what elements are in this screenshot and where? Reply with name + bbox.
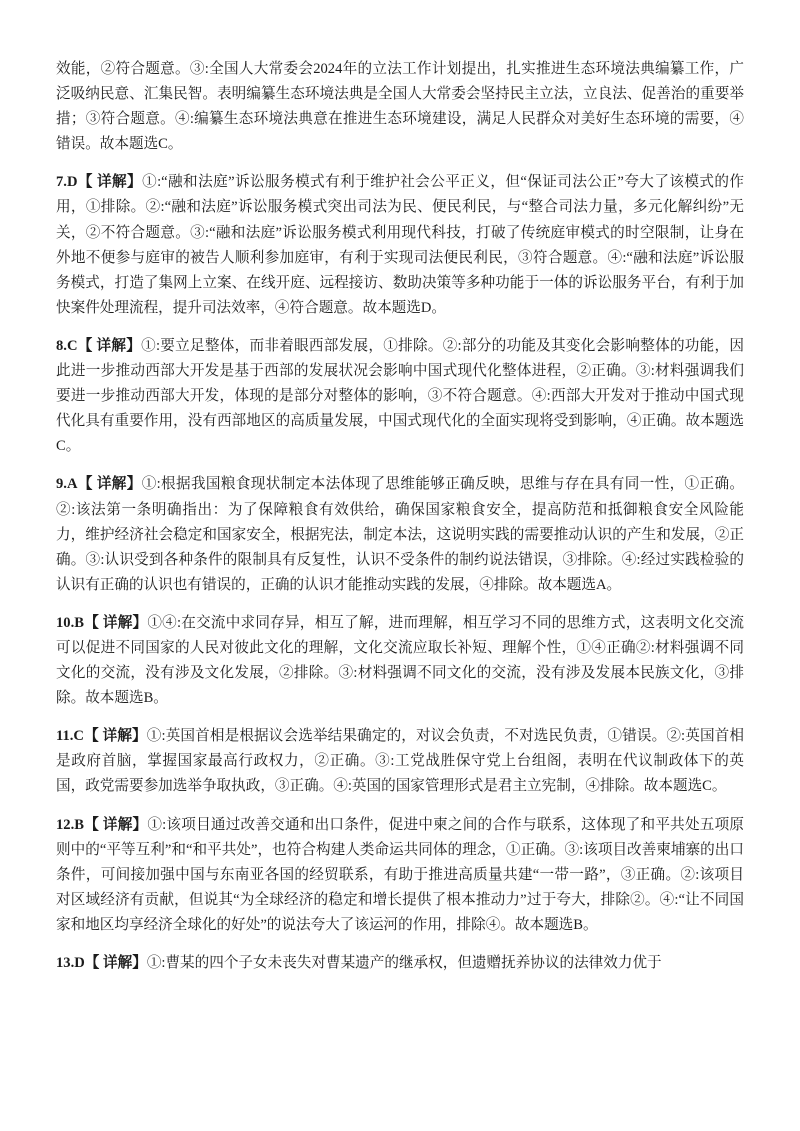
answer-paragraph-13 bbox=[56, 951, 744, 976]
answer-text: 效能，②符合题意。③:全国人大常委会2024年的立法工作计划提出，扎实推进生态环境法典编纂工作，广泛吸纳民意、汇集民智。表明编纂生态环境法典是全国人大常委会坚持民主立法，立良法、促善治的重要举措；③符合题意。④:编纂生态环境法典意在推进生态环境建设，满足人民群众对美好生态环境的需要，④错误。故本题选C。 bbox=[56, 61, 744, 153]
answer-text: ①:该项目通过改善交通和出口条件，促进中柬之间的合作与联系，这体现了和平共处五项原则中的“平等互利”和“和平共处”，也符合构建人类命运共同体的理念，①正确。③:该项目改善柬埔寨的出口条件，可间接加强中国与东南亚各国的经贸联系，有助于推进高质量共建“一带一路”，③正确。②:该项目对区域经济有贡献，但说其“为全球经济的稳定和增长提供了根本推动力”过于夸大，排除②。④:“让不同国家和地区均享经济全球化的好处”的说法夸大了该运河的作用，排除④。故本题选B。 bbox=[56, 816, 745, 933]
answer-text: ①:英国首相是根据议会选举结果确定的，对议会负责，不对选民负责，①错误。②:英国首相是政府首脑，掌握国家最高行政权力，②正确。③:工党战胜保守党上台组阁，表明在代议制政体下的英国，政党需要参加选举争取执政，③正确。④:英国的国家管理形式是君主立宪制，④排除。故本题选C。 bbox=[56, 728, 745, 795]
answer-text: ①④:在交流中求同存异，相互了解，进而理解，相互学习不同的思维方式，这表明文化交流可以促进不同国家的人民对彼此文化的理解，文化交流应取长补短、理解个性，①④正确②:材料强调不同文化的交流，没有涉及文化发展，②排除。③:材料强调不同文化的交流，没有涉及发展本民族文化，③排除。故本题选B。 bbox=[56, 614, 745, 707]
answer-label: 11.C【 详解】 bbox=[56, 728, 147, 745]
answer-paragraph-continuation bbox=[56, 57, 744, 157]
answer-label: 8.C【 详解】 bbox=[56, 337, 142, 354]
answer-label: 10.B【 详解】 bbox=[56, 614, 148, 631]
answer-paragraph-8 bbox=[56, 334, 744, 459]
answer-paragraph-7 bbox=[56, 170, 744, 321]
answer-paragraph-9 bbox=[56, 472, 744, 597]
answer-label: 12.B【 详解】 bbox=[56, 816, 148, 833]
answer-label: 7.D【 详解】 bbox=[56, 174, 143, 191]
answer-text: ①:曹某的四个子女未丧失对曹某遗产的继承权，但遗赠抚养协议的法律效力优于 bbox=[146, 955, 662, 971]
answer-label: 13.D【 详解】 bbox=[56, 955, 147, 971]
answer-paragraph-11 bbox=[56, 724, 744, 799]
answer-text: ①:根据我国粮食现状制定本法体现了思维能够正确反映，思维与存在具有同一性，①正确。②:该法第一条明确指出：为了保障粮食有效供给，确保国家粮食安全，提高防范和抵御粮食安全风险能力，维护经济社会稳定和国家安全，根据宪法，制定本法，这说明实践的需要推动认识的产生和发展，②正确。③:认识受到各种条件的限制具有反复性，认识不受条件的制约说法错误，③排除。④:经过实践检验的认识有正确的认识也有错误的，正确的认识才能推动实践的发展，④排除。故本题选A。 bbox=[56, 476, 744, 593]
answer-label: 9.A【 详解】 bbox=[56, 476, 142, 493]
answer-text: ①:要立足整体，而非着眼西部发展，①排除。②:部分的功能及其变化会影响整体的功能，因此进一步推动西部大开发是基于西部的发展状况会影响中国式现代化整体进程，②正确。③:材料强调我们要进一步推动西部大开发，体现的是部分对整体的影响，③不符合题意。④:西部大开发对于推动中国式现代化具有重要作用，没有西部地区的高质量发展，中国式现代化的全面实现将受到影响，④正确。故本题选C。 bbox=[56, 337, 744, 455]
answer-paragraph-12 bbox=[56, 813, 744, 938]
answer-text: ①:“融和法庭”诉讼服务模式有利于维护社会公平正义，但“保证司法公正”夸大了该模式的作用，①排除。②:“融和法庭”诉讼服务模式突出司法为民、便民利民，与“整合司法力量，多元化解纠纷”无关，②不符合题意。③:“融和法庭”诉讼服务模式利用现代科技，打破了传统庭审模式的时空限制，让身在外地不便参与庭审的被告人顺利参加庭审，有利于实现司法便民利民，③符合题意。④:“融和法庭”诉讼服务模式，打造了集网上立案、在线开庭、远程接访、数助决策等多种功能于一体的诉讼服务平台，有利于加快案件处理流程，提升司法效率，④符合题意。故本题选D。 bbox=[56, 174, 744, 316]
answer-paragraph-10 bbox=[56, 611, 744, 711]
